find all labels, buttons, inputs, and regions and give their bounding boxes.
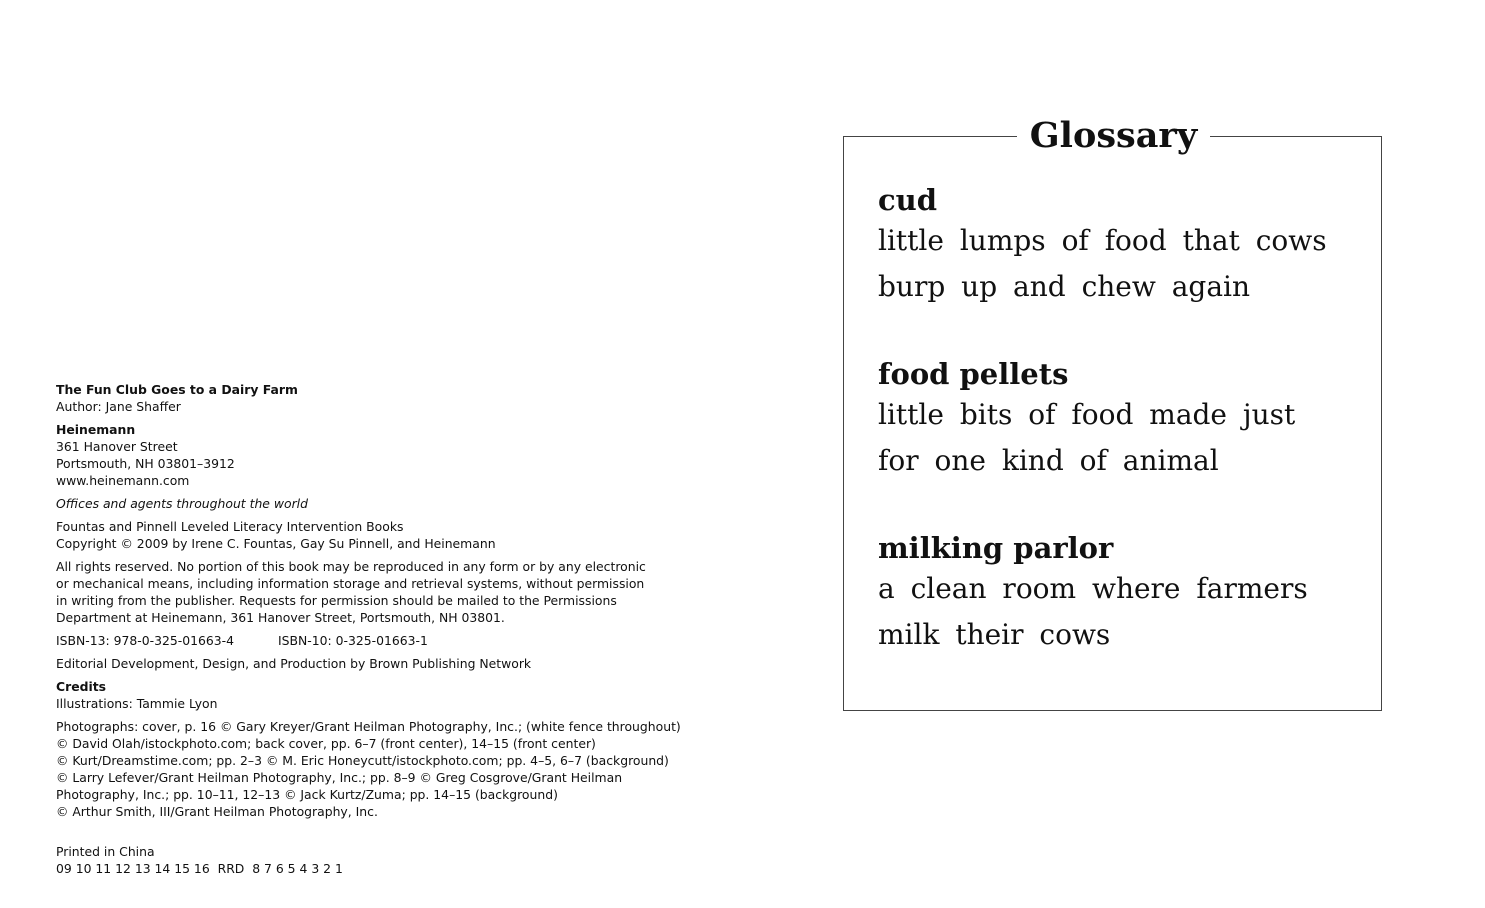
book-title: The Fun Club Goes to a Dairy Farm bbox=[56, 382, 298, 397]
glossary-entry bbox=[878, 182, 1327, 310]
glossary-definition-line: milk their cows bbox=[878, 618, 1111, 651]
rights-line: or mechanical means, including information storage and retrieval systems, without permission bbox=[56, 576, 645, 591]
glossary-definition-line: little lumps of food that cows bbox=[878, 224, 1327, 257]
photo-credit-line: © Larry Lefever/Grant Heilman Photography, Inc.; pp. 8–9 © Greg Cosgrove/Grant Heilman bbox=[56, 770, 623, 785]
printing-info bbox=[56, 826, 716, 877]
book-info bbox=[56, 381, 716, 415]
isbn-13: ISBN-13: 978-0-325-01663-4 bbox=[56, 633, 235, 648]
glossary-title: Glossary bbox=[1017, 112, 1210, 160]
glossary-definition-line: little bits of food made just bbox=[878, 398, 1296, 431]
glossary-term: food pellets bbox=[878, 357, 1069, 391]
glossary-definition-line: a clean room where farmers bbox=[878, 572, 1308, 605]
glossary-definition-line: for one kind of animal bbox=[878, 444, 1219, 477]
publisher-name: Heinemann bbox=[56, 422, 136, 437]
publisher-website: www.heinemann.com bbox=[56, 473, 190, 488]
offices-note: Offices and agents throughout the world bbox=[56, 496, 308, 511]
rights-line: in writing from the publisher. Requests for permission should be mailed to the Permissions bbox=[56, 593, 617, 608]
photo-credit-line: Photography, Inc.; pp. 10–11, 12–13 © Jack Kurtz/Zuma; pp. 14–15 (background) bbox=[56, 787, 558, 802]
credits-block bbox=[56, 678, 716, 712]
rights-statement bbox=[56, 558, 716, 626]
editorial-credit: Editorial Development, Design, and Production by Brown Publishing Network bbox=[56, 656, 532, 671]
photo-credit-line: © David Olah/istockphoto.com; back cover, pp. 6–7 (front center), 14–15 (front center) bbox=[56, 736, 596, 751]
photo-credit-line: © Arthur Smith, III/Grant Heilman Photography, Inc. bbox=[56, 804, 378, 819]
rights-line: All rights reserved. No portion of this book may be reproduced in any form or by any electronic bbox=[56, 559, 646, 574]
author: Author: Jane Shaffer bbox=[56, 399, 181, 414]
copyright-line: Copyright © 2009 by Irene C. Fountas, Gay Su Pinnell, and Heinemann bbox=[56, 536, 496, 551]
isbn-10: ISBN-10: 0-325-01663-1 bbox=[278, 633, 428, 648]
copyright-page bbox=[56, 381, 716, 883]
series-name: Fountas and Pinnell Leveled Literacy Intervention Books bbox=[56, 519, 404, 534]
rights-line: Department at Heinemann, 361 Hanover Street, Portsmouth, NH 03801. bbox=[56, 610, 505, 625]
glossary-term: cud bbox=[878, 183, 938, 217]
glossary-definition-line: burp up and chew again bbox=[878, 270, 1251, 303]
glossary-entry bbox=[878, 530, 1308, 658]
isbn-line bbox=[56, 632, 716, 649]
series-copyright bbox=[56, 518, 716, 552]
glossary-term: milking parlor bbox=[878, 531, 1114, 565]
photo-credit-line: © Kurt/Dreamstime.com; pp. 2–3 © M. Eric Honeycutt/istockphoto.com; pp. 4–5, 6–7 (background) bbox=[56, 753, 669, 768]
printed-in: Printed in China bbox=[56, 844, 155, 859]
illustrations-credit: Illustrations: Tammie Lyon bbox=[56, 696, 218, 711]
photo-credit-line: Photographs: cover, p. 16 © Gary Kreyer/Grant Heilman Photography, Inc.; (white fence throughout) bbox=[56, 719, 681, 734]
glossary-entry bbox=[878, 356, 1295, 484]
address-line-2: Portsmouth, NH 03801–3912 bbox=[56, 456, 235, 471]
address-line-1: 361 Hanover Street bbox=[56, 439, 178, 454]
credits-heading: Credits bbox=[56, 679, 107, 694]
publisher-block bbox=[56, 421, 716, 489]
print-line: 09 10 11 12 13 14 15 16 RRD 8 7 6 5 4 3 2 1 bbox=[56, 861, 343, 876]
photo-credits bbox=[56, 718, 716, 820]
